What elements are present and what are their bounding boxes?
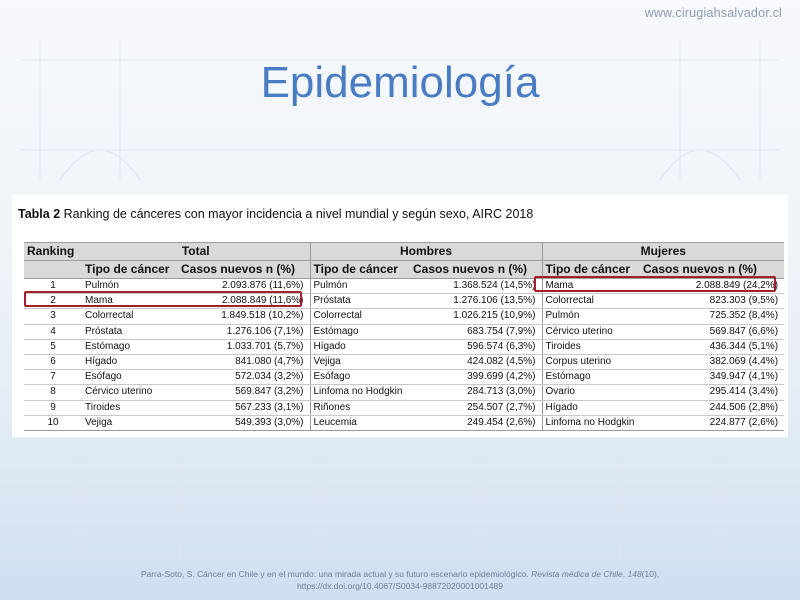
women-type-cell: Ovario (542, 385, 640, 400)
total-type-cell: Hígado (82, 355, 178, 370)
women-cases-cell: 823.303 (9,5%) (640, 294, 784, 309)
total-cases-cell: 841.080 (4,7%) (178, 355, 310, 370)
rank-cell: 5 (24, 339, 82, 354)
highlight-total-mama (24, 291, 302, 307)
total-cases-cell: 569.847 (3,2%) (178, 385, 310, 400)
men-cases-cell: 249.454 (2,6%) (410, 415, 542, 430)
men-type-cell: Linfoma no Hodgkin (310, 385, 410, 400)
total-cases-cell: 549.393 (3,0%) (178, 415, 310, 430)
men-type-cell: Hígado (310, 339, 410, 354)
women-type-cell: Cérvico uterino (542, 324, 640, 339)
rank-cell: 6 (24, 355, 82, 370)
group-header-row (24, 243, 784, 261)
rank-cell: 1 (24, 279, 82, 294)
table-caption (18, 207, 533, 221)
men-cases-cell: 1.026.215 (10,9%) (410, 309, 542, 324)
total-type-cell: Tiroides (82, 400, 178, 415)
sub-header-women-type: Tipo de cáncer (542, 261, 640, 279)
women-type-cell: Estómago (542, 370, 640, 385)
table-row (24, 309, 784, 324)
women-cases-cell: 436.344 (5,1%) (640, 339, 784, 354)
total-cases-cell: 1.849.518 (10,2%) (178, 309, 310, 324)
men-type-cell: Vejiga (310, 355, 410, 370)
sub-header-men-type: Tipo de cáncer (310, 261, 410, 279)
rank-cell: 3 (24, 309, 82, 324)
header-total: Total (82, 243, 310, 261)
table-panel (12, 195, 788, 437)
rank-cell: 2 (24, 294, 82, 309)
citation-authors-title: Parra-Soto, S. Cáncer en Chile y en el mundo: una mirada actual y su futuro escenario epidemiológico. (140, 569, 532, 579)
men-cases-cell: 683.754 (7,9%) (410, 324, 542, 339)
header-mujeres: Mujeres (542, 243, 784, 261)
total-type-cell: Mama (82, 294, 178, 309)
men-type-cell: Estómago (310, 324, 410, 339)
men-cases-cell: 424.082 (4,5%) (410, 355, 542, 370)
site-url: www.cirugiahsalvador.cl (644, 6, 782, 20)
sub-header-women-cases: Casos nuevos n (%) (640, 261, 784, 279)
slide-title: Epidemiología (260, 58, 540, 107)
table-row (24, 355, 784, 370)
sub-header-total-type: Tipo de cáncer (82, 261, 178, 279)
total-type-cell: Colorrectal (82, 309, 178, 324)
women-type-cell: Corpus uterino (542, 355, 640, 370)
women-cases-cell: 382.069 (4,4%) (640, 355, 784, 370)
men-cases-cell: 284.713 (3,0%) (410, 385, 542, 400)
men-type-cell: Colorrectal (310, 309, 410, 324)
rank-cell: 8 (24, 385, 82, 400)
rank-cell: 10 (24, 415, 82, 430)
women-type-cell: Hígado (542, 400, 640, 415)
women-cases-cell: 244.506 (2,8%) (640, 400, 784, 415)
total-cases-cell: 2.093.876 (11,6%) (178, 279, 310, 294)
total-type-cell: Próstata (82, 324, 178, 339)
men-type-cell: Riñones (310, 400, 410, 415)
cancer-ranking-table (24, 242, 784, 431)
men-cases-cell: 254.507 (2,7%) (410, 400, 542, 415)
header-hombres: Hombres (310, 243, 542, 261)
table-row (24, 415, 784, 430)
citation-doi: (10), https://dx.doi.org/10.4067/S0034-98872020001001489 (296, 569, 660, 591)
men-cases-cell: 399.699 (4,2%) (410, 370, 542, 385)
citation-volume: 148 (627, 569, 642, 579)
sub-header-men-cases: Casos nuevos n (%) (410, 261, 542, 279)
sub-header-total-cases: Casos nuevos n (%) (178, 261, 310, 279)
table-row (24, 339, 784, 354)
women-type-cell: Tiroides (542, 339, 640, 354)
women-type-cell: Linfoma no Hodgkin (542, 415, 640, 430)
total-cases-cell: 1.033.701 (5,7%) (178, 339, 310, 354)
table-row (24, 385, 784, 400)
sub-header-ranking (24, 261, 82, 279)
men-type-cell: Próstata (310, 294, 410, 309)
women-type-cell: Mama (542, 279, 640, 294)
rank-cell: 4 (24, 324, 82, 339)
women-cases-cell: 569.847 (6,6%) (640, 324, 784, 339)
women-cases-cell: 349.947 (4,1%) (640, 370, 784, 385)
total-type-cell: Cérvico uterino (82, 385, 178, 400)
men-cases-cell: 1.276.106 (13,5%) (410, 294, 542, 309)
table-row (24, 400, 784, 415)
total-type-cell: Pulmón (82, 279, 178, 294)
men-type-cell: Esófago (310, 370, 410, 385)
total-type-cell: Vejiga (82, 415, 178, 430)
rank-cell: 9 (24, 400, 82, 415)
men-cases-cell: 596.574 (6,3%) (410, 339, 542, 354)
women-cases-cell: 2.088.849 (24,2%) (640, 279, 784, 294)
header-ranking: Ranking (24, 243, 82, 261)
citation-sep: , (622, 569, 628, 579)
highlight-mujeres-mama (534, 276, 776, 292)
table-row (24, 324, 784, 339)
caption-text: Ranking de cánceres con mayor incidencia a nivel mundial y según sexo, AIRC 2018 (60, 207, 534, 221)
men-cases-cell: 1.368.524 (14,5%) (410, 279, 542, 294)
women-cases-cell: 725.352 (8,4%) (640, 309, 784, 324)
total-cases-cell: 567.233 (3,1%) (178, 400, 310, 415)
total-type-cell: Estómago (82, 339, 178, 354)
total-type-cell: Esófago (82, 370, 178, 385)
women-type-cell: Colorrectal (542, 294, 640, 309)
men-type-cell: Pulmón (310, 279, 410, 294)
women-cases-cell: 295.414 (3,4%) (640, 385, 784, 400)
citation-footer (110, 568, 690, 592)
rank-cell: 7 (24, 370, 82, 385)
table-row (24, 370, 784, 385)
women-cases-cell: 224.877 (2,6%) (640, 415, 784, 430)
total-cases-cell: 2.088.849 (11,6%) (178, 294, 310, 309)
citation-journal: Revista médica de Chile (531, 569, 623, 579)
women-type-cell: Pulmón (542, 309, 640, 324)
total-cases-cell: 572.034 (3,2%) (178, 370, 310, 385)
men-type-cell: Leucemia (310, 415, 410, 430)
caption-label: Tabla 2 (18, 207, 61, 221)
total-cases-cell: 1.276.106 (7,1%) (178, 324, 310, 339)
